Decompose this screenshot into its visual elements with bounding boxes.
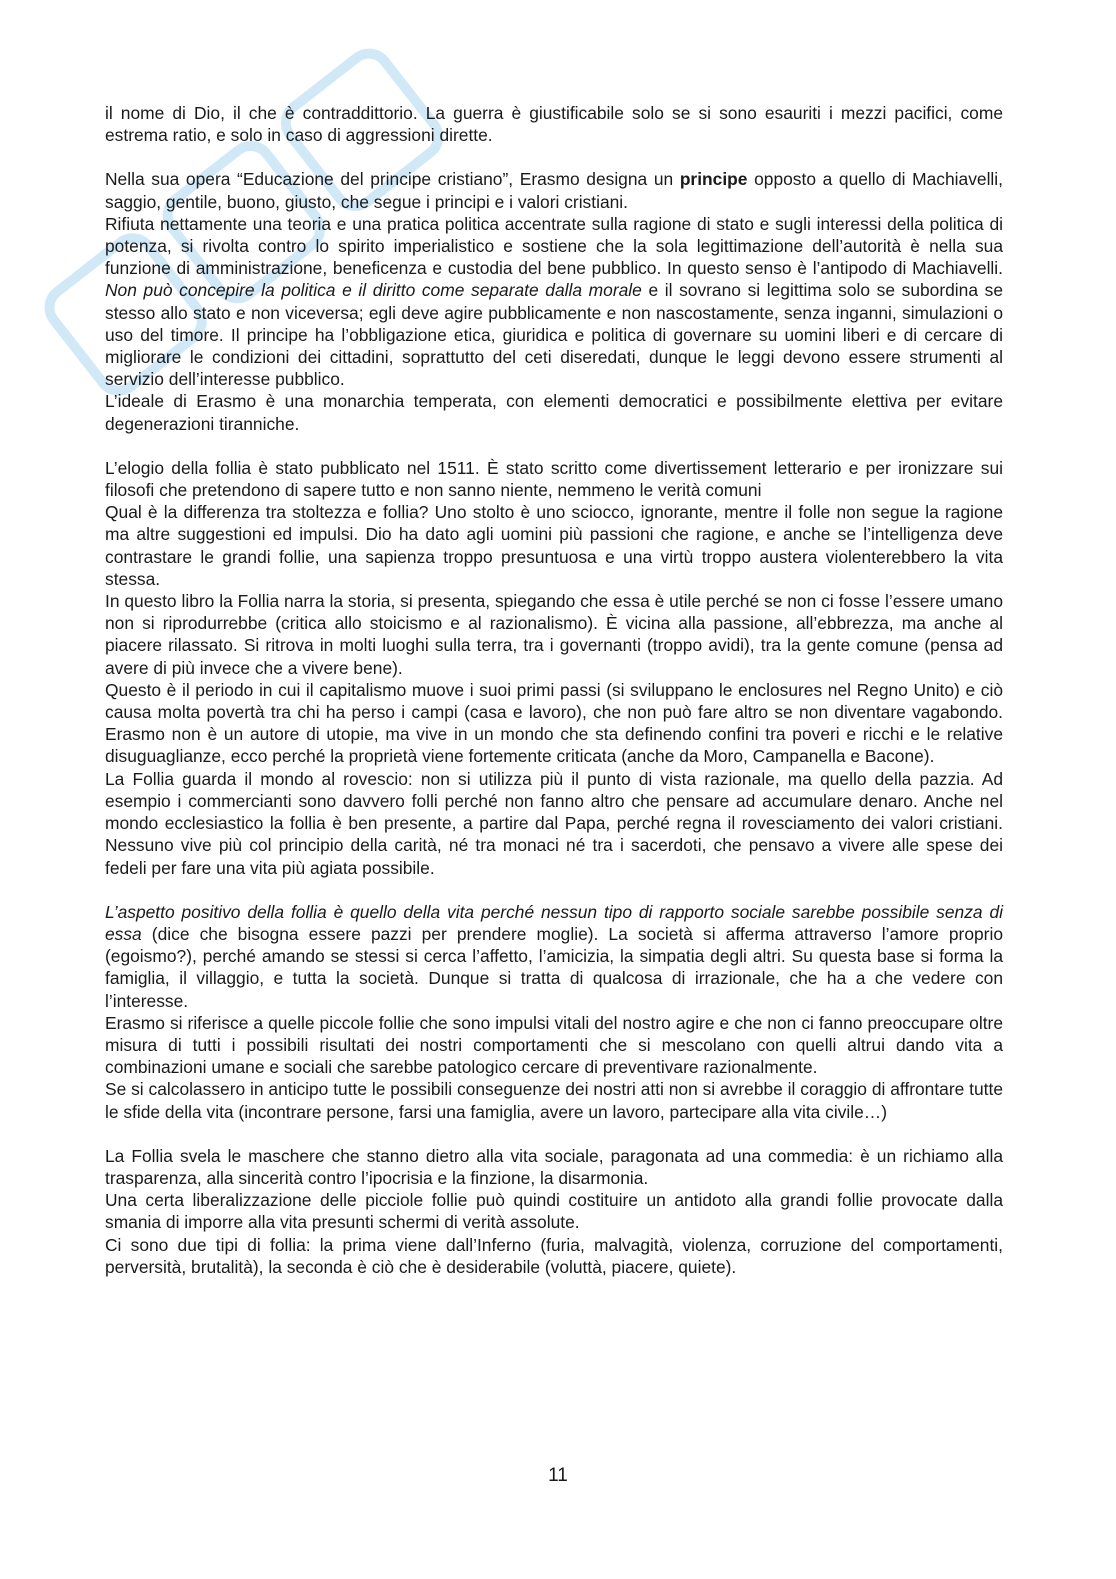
- paragraph: [105, 501, 1003, 590]
- text-run: Ci sono due tipi di follia: la prima viene dall’Inferno (furia, malvagità, violenza, corruzione del comportamenti, perversità, brutalità), la seconda è ciò che è desiderabile (voluttà, piacere, quiete).: [105, 1234, 1003, 1277]
- paragraph: [105, 901, 1003, 1012]
- text-run: opposto a quello di Machiavelli, saggio, gentile, buono, giusto, che segue i principi e i valori cristiani.: [105, 169, 1003, 212]
- text-run: Erasmo si riferisce a quelle piccole follie che sono impulsi vitali del nostro agire e che non ci fanno preoccupare oltre misura di tutti i possibili risultati dei nostri comportamenti che si mescolano con quelli altrui dando vita a combinazioni umane e sociali che sarebbe patologico cercare di preventivare razionalmente.: [105, 1012, 1003, 1078]
- text-run: Qual è la differenza tra stoltezza e follia? Uno stolto è uno sciocco, ignorante, mentre il folle non segue la ragione ma altre suggestioni ed impulsi. Dio ha dato agli uomini più passioni che ragione, e anche se l’intelligenza deve contrastare le grandi follie, una sapienza troppo presuntuosa e una virtù troppo austera violenterebbero la vita stessa.: [105, 502, 1003, 589]
- text-run: Rifiuta nettamente una teoria e una pratica politica accentrate sulla ragione di stato e sugli interessi della politica di potenza, si rivolta contro lo spirito imperialistico e sostiene che la sola legittimazione dell’autorità è nella sua funzione di amministrazione, beneficenza e custodia del bene pubblico. In questo senso è l’antipodo di Machiavelli.: [105, 213, 1003, 279]
- paragraph: [105, 1189, 1003, 1233]
- page-number: 11: [548, 1465, 568, 1486]
- paragraph: [105, 1012, 1003, 1079]
- paragraph-gap: [105, 435, 1003, 457]
- document-body: [105, 102, 1003, 1278]
- italic-text: Non può concepire la politica e il diritto come separate dalla morale: [105, 280, 642, 301]
- text-run: L’elogio della follia è stato pubblicato nel 1511. È stato scritto come divertissement letterario e per ironizzare sui filosofi che pretendono di sapere tutto e non sanno niente, nemmeno le verità comuni: [105, 457, 1003, 501]
- paragraph-gap: [105, 879, 1003, 901]
- paragraph: [105, 768, 1003, 879]
- text-run: In questo libro la Follia narra la storia, si presenta, spiegando che essa è utile perché se non ci fosse l’essere umano non si riprodurrebbe (critica allo stoicismo e al razionalismo). È vicina alla passione, all’ebbrezza, ma anche al piacere rilassato. Si ritrova in molti luoghi sulla terra, tra i governanti (troppo avidi), tra la gente comune (pensa ad avere di più invece che a vivere bene).: [105, 591, 1003, 678]
- paragraph: [105, 168, 1003, 212]
- paragraph: [105, 102, 1003, 146]
- text-run: Se si calcolassero in anticipo tutte le possibili conseguenze dei nostri atti non si avrebbe il coraggio di affrontare tutte le sfide della vita (incontrare persone, farsi una famiglia, avere un lavoro, partecipare alla vita civile…): [105, 1079, 1003, 1122]
- paragraph: [105, 1078, 1003, 1122]
- text-run: L’ideale di Erasmo è una monarchia temperata, con elementi democratici e possibilmente elettiva per evitare degenerazioni tiranniche.: [105, 391, 1003, 434]
- paragraph-gap: [105, 146, 1003, 168]
- text-run: La Follia svela le maschere che stanno dietro alla vita sociale, paragonata ad una commedia: è un richiamo alla trasparenza, alla sincerità contro l’ipocrisia e la finzione, la disarmonia.: [105, 1145, 1003, 1188]
- paragraph: [105, 1145, 1003, 1189]
- text-run: Questo è il periodo in cui il capitalismo muove i suoi primi passi (si sviluppano le enclosures nel Regno Unito) e ciò causa molta povertà tra chi ha perso i campi (casa e lavoro), che non può fare altro se non diventare vagabondo. Erasmo non è un autore di utopie, ma vive in un mondo che sta definendo confini tra poveri e ricchi e le relative disuguaglianze, ecco perché la proprietà viene fortemente criticata (anche da Moro, Campanella e Bacone).: [105, 679, 1003, 767]
- text-run: Una certa liberalizzazione delle picciole follie può quindi costituire un antidoto alla grandi follie provocate dalla smania di imporre alla vita presunti schermi di verità assolute.: [105, 1190, 1003, 1233]
- text-run: Nella sua opera “Educazione del principe cristiano”, Erasmo designa un: [105, 169, 680, 190]
- text-run: e il sovrano si legittima solo se subordina se stesso allo stato e non viceversa; egli deve agire pubblicamente e non nascostamente, senza inganni, simulazioni o uso del timore. Il principe ha l’obbligazione etica, giuridica e politica di governare su uomini liberi e di cercare di migliorare le condizioni dei cittadini, soprattutto del ceti diseredati, dunque le leggi devono essere strumenti al servizio dell’interesse pubblico.: [105, 280, 1003, 390]
- paragraph: [105, 213, 1003, 391]
- paragraph: [105, 679, 1003, 768]
- text-run: (dice che bisogna essere pazzi per prendere moglie). La società si afferma attraverso l’amore proprio (egoismo?), perché amando se stessi si cerca l’affetto, l’amicizia, la simpatia degli altri. Su questa base si forma la famiglia, il villaggio, e tutta la società. Dunque si tratta di qualcosa di irrazionale, che ha a che vedere con l’interesse.: [105, 923, 1003, 1011]
- paragraph: [105, 1234, 1003, 1278]
- paragraph-gap: [105, 1123, 1003, 1145]
- text-run: La Follia guarda il mondo al rovescio: non si utilizza più il punto di vista razionale, ma quello della pazzia. Ad esempio i commercianti sono davvero folli perché non fanno altro che pensare ad accumulare denaro. Anche nel mondo ecclesiastico la follia è ben presente, a partire dal Papa, perché regna il rovesciamento dei valori cristiani. Nessuno vive più col principio della carità, né tra monaci né tra i sacerdoti, che pensavo a vivere alle spese dei fedeli per fare una vita più agiata possibile.: [105, 768, 1003, 878]
- bold-text: principe: [679, 169, 748, 190]
- text-run: il nome di Dio, il che è contraddittorio. La guerra è giustificabile solo se si sono esauriti i mezzi pacifici, come estrema ratio, e solo in caso di aggressioni dirette.: [105, 103, 1003, 146]
- paragraph: [105, 457, 1003, 501]
- paragraph: [105, 390, 1003, 434]
- paragraph: [105, 590, 1003, 679]
- italic-text: L’aspetto positivo della follia è quello della vita perché nessun tipo di rapporto sociale sarebbe possibile senza di essa: [105, 901, 1003, 944]
